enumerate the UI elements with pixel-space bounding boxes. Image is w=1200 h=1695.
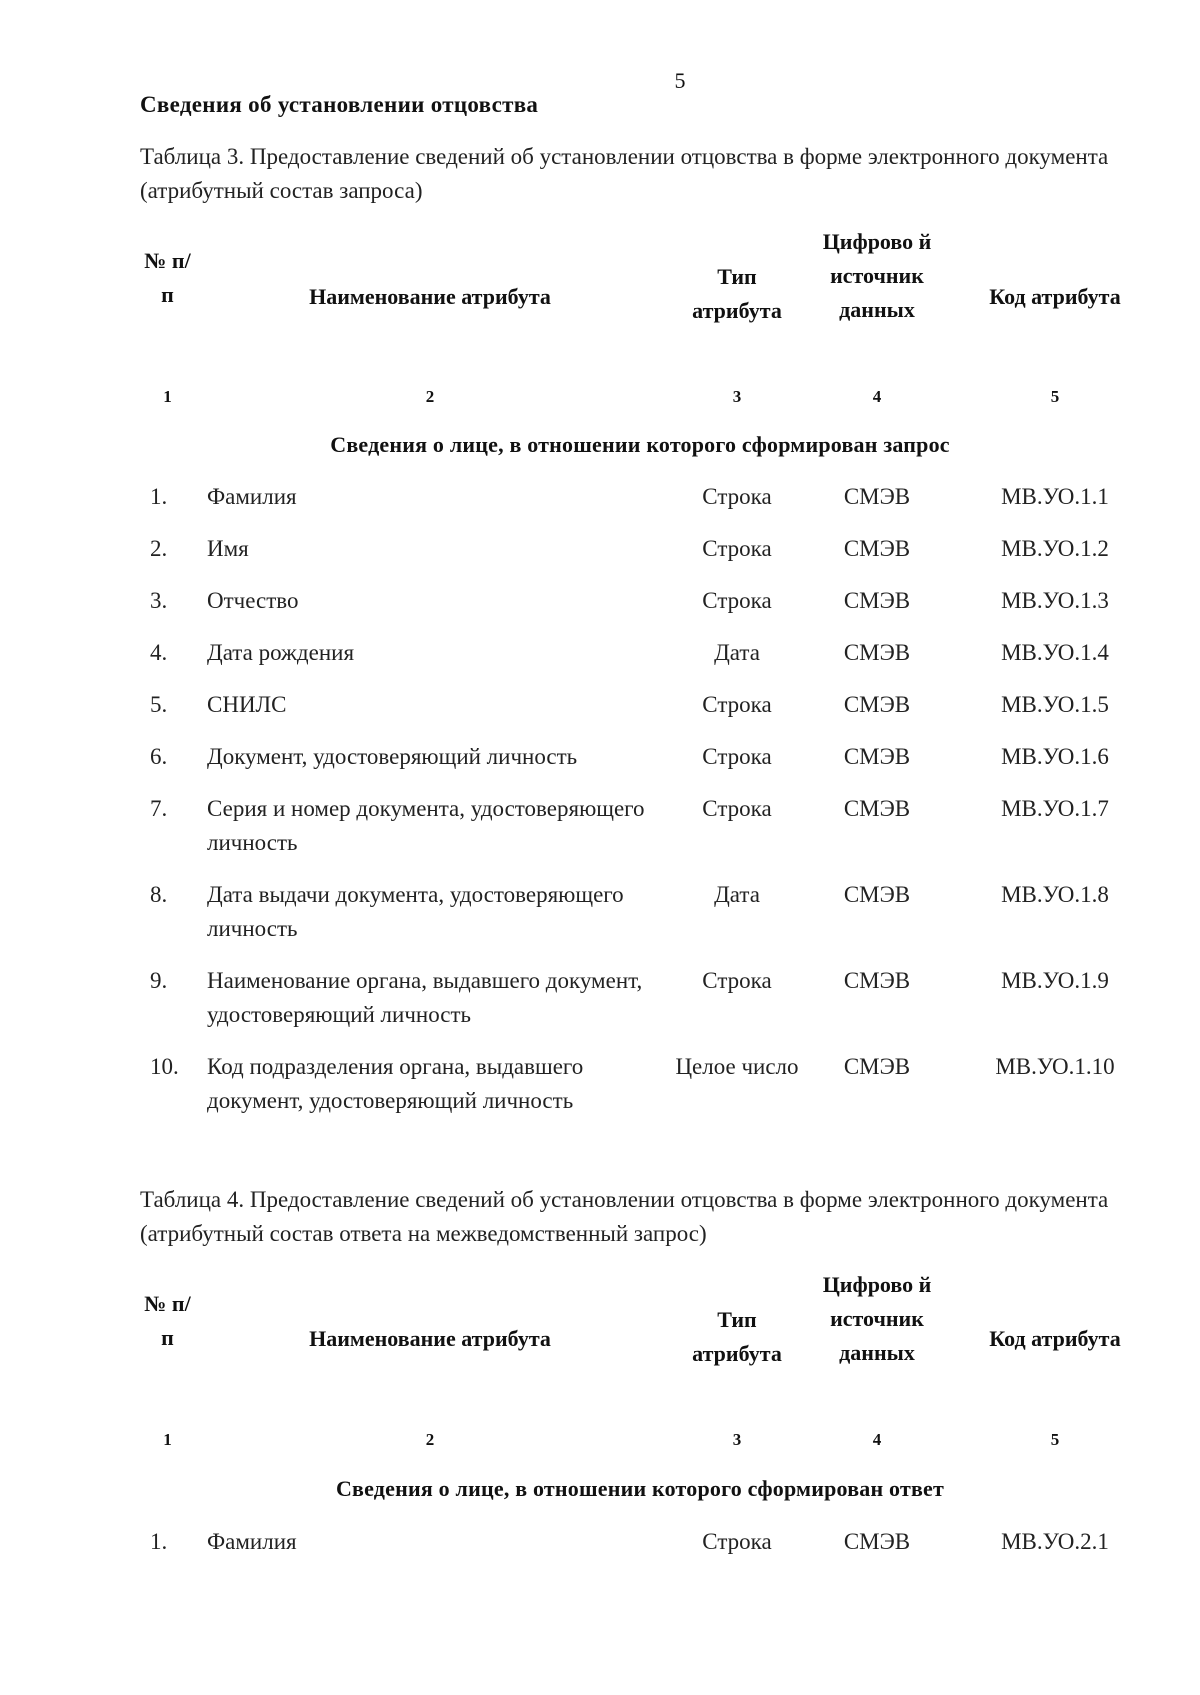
attribute-code: МВ.УО.1.9 — [1001, 968, 1109, 993]
table4-colnum-3: 3 — [732, 1430, 742, 1449]
table4-header-source: Цифрово й источник данных — [822, 1272, 932, 1365]
attribute-type: Строка — [702, 1529, 772, 1554]
table4-header-type: Тип атрибута — [692, 1307, 782, 1366]
section-title: Сведения об установлении отцовства — [140, 92, 539, 117]
table3-colnum-3: 3 — [732, 387, 742, 406]
table4-colnum-2: 2 — [425, 1430, 435, 1449]
attribute-type: Целое число — [675, 1054, 799, 1079]
attribute-name: Наименование органа, выдавшего документ, удостоверяющий личность — [207, 968, 643, 1027]
attribute-name: Фамилия — [207, 1529, 297, 1554]
table4-header-name: Наименование атрибута — [309, 1326, 551, 1351]
attribute-name: СНИЛС — [207, 692, 287, 717]
row-number: 4. — [150, 640, 168, 665]
data-source: СМЭВ — [843, 968, 911, 993]
row-number: 9. — [150, 968, 168, 993]
table3-header-code: Код атрибута — [989, 284, 1121, 309]
table3-colnum-4: 4 — [872, 387, 882, 406]
table3-group-title: Сведения о лице, в отношении которого сформирован запрос — [330, 432, 950, 457]
attribute-code: МВ.УО.1.2 — [1001, 536, 1109, 561]
table4-header-num: № п/ п — [144, 1291, 191, 1350]
data-source: СМЭВ — [843, 1529, 911, 1554]
table4-colnum-1: 1 — [163, 1430, 172, 1449]
attribute-type: Строка — [702, 588, 772, 613]
data-source: СМЭВ — [843, 744, 911, 769]
attribute-type: Строка — [702, 796, 772, 821]
data-source: СМЭВ — [843, 796, 911, 821]
attribute-code: МВ.УО.1.1 — [1001, 484, 1109, 509]
table3-header-num: № п/ п — [144, 248, 191, 307]
attribute-code: МВ.УО.2.1 — [1001, 1529, 1109, 1554]
data-source: СМЭВ — [843, 692, 911, 717]
attribute-code: МВ.УО.1.4 — [1001, 640, 1109, 665]
attribute-name: Фамилия — [207, 484, 297, 509]
data-source: СМЭВ — [843, 640, 911, 665]
attribute-code: МВ.УО.1.5 — [1001, 692, 1109, 717]
row-number: 10. — [150, 1054, 179, 1079]
table4-colnum-4: 4 — [872, 1430, 882, 1449]
attribute-type: Строка — [702, 692, 772, 717]
table3-caption: Таблица 3. Предоставление сведений об установлении отцовства в форме электронного документа (атрибутный состав запроса) — [140, 144, 1109, 203]
row-number: 3. — [150, 588, 168, 613]
attribute-code: МВ.УО.1.10 — [995, 1054, 1115, 1079]
table4-caption: Таблица 4. Предоставление сведений об установлении отцовства в форме электронного документа (атрибутный состав ответа на межведомственный запрос) — [140, 1187, 1109, 1246]
table3-colnum-5: 5 — [1050, 387, 1060, 406]
table3-colnum-2: 2 — [425, 387, 435, 406]
attribute-code: МВ.УО.1.7 — [1001, 796, 1109, 821]
table3-colnum-1: 1 — [163, 387, 172, 406]
attribute-code: МВ.УО.1.6 — [1001, 744, 1109, 769]
data-source: СМЭВ — [843, 588, 911, 613]
data-source: СМЭВ — [843, 484, 911, 509]
attribute-type: Строка — [702, 744, 772, 769]
attribute-type: Дата — [714, 640, 760, 665]
attribute-name: Отчество — [207, 588, 299, 613]
data-source: СМЭВ — [843, 882, 911, 907]
attribute-type: Строка — [702, 484, 772, 509]
row-number: 2. — [150, 536, 168, 561]
row-number: 6. — [150, 744, 168, 769]
attribute-name: Серия и номер документа, удостоверяющего личность — [207, 796, 645, 855]
attribute-type: Строка — [702, 536, 772, 561]
data-source: СМЭВ — [843, 536, 911, 561]
page-number: 5 — [674, 68, 686, 93]
row-number: 5. — [150, 692, 168, 717]
attribute-name: Документ, удостоверяющий личность — [207, 744, 578, 769]
table4-colnum-5: 5 — [1050, 1430, 1060, 1449]
row-number: 8. — [150, 882, 168, 907]
table4-group-title: Сведения о лице, в отношении которого сформирован ответ — [335, 1476, 945, 1501]
attribute-code: МВ.УО.1.3 — [1001, 588, 1109, 613]
data-source: СМЭВ — [843, 1054, 911, 1079]
attribute-name: Дата рождения — [207, 640, 355, 665]
attribute-name: Код подразделения органа, выдавшего документ, удостоверяющий личность — [207, 1054, 584, 1113]
table3-header-source: Цифрово й источник данных — [822, 229, 932, 322]
attribute-code: МВ.УО.1.8 — [1001, 882, 1109, 907]
table3-header-type: Тип атрибута — [692, 264, 782, 323]
attribute-type: Дата — [714, 882, 760, 907]
row-number: 1. — [150, 484, 168, 509]
table4-header-code: Код атрибута — [989, 1326, 1121, 1351]
table3-header-name: Наименование атрибута — [309, 284, 551, 309]
attribute-type: Строка — [702, 968, 772, 993]
attribute-name: Имя — [207, 536, 249, 561]
row-number: 7. — [150, 796, 168, 821]
attribute-name: Дата выдачи документа, удостоверяющего личность — [207, 882, 624, 941]
row-number: 1. — [150, 1529, 168, 1554]
